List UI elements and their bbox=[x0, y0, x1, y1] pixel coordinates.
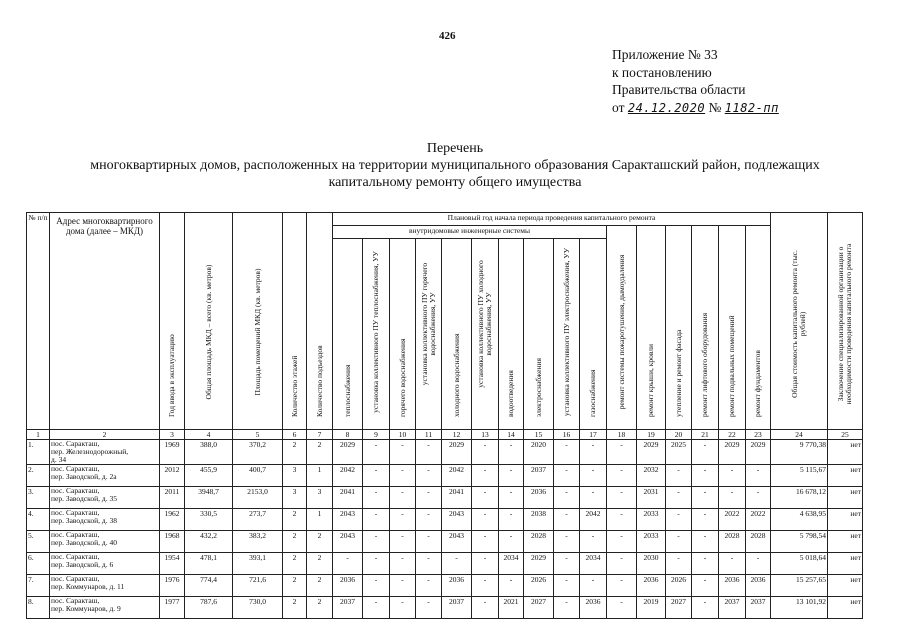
row-cell: - bbox=[580, 487, 607, 509]
row-address bbox=[50, 509, 160, 531]
row-cell: - bbox=[692, 597, 719, 619]
row-cell: 2 bbox=[307, 531, 333, 553]
row-cell: нет bbox=[828, 531, 863, 553]
row-address bbox=[50, 553, 160, 575]
row-cell: - bbox=[363, 465, 390, 487]
header-facade: утепление и ремонт фасада bbox=[666, 226, 692, 430]
header-sub-1: теплоснабжения bbox=[333, 239, 363, 430]
row-cell: 1954 bbox=[160, 553, 185, 575]
row-cell: 2 bbox=[307, 575, 333, 597]
row-cell: - bbox=[363, 575, 390, 597]
col-number: 3 bbox=[160, 430, 185, 440]
row-cell: 393,1 bbox=[233, 553, 283, 575]
row-cell: 2037 bbox=[746, 597, 771, 619]
row-cell: 2031 bbox=[637, 487, 666, 509]
row-cell: - bbox=[472, 597, 499, 619]
row-number: 7. bbox=[27, 575, 50, 597]
row-cell: - bbox=[363, 440, 390, 465]
row-cell: 4 638,95 bbox=[771, 509, 828, 531]
header-entrances: Количество подъездов bbox=[307, 213, 333, 430]
row-cell: 2 bbox=[283, 553, 307, 575]
row-cell: 330,5 bbox=[185, 509, 233, 531]
row-cell: 2036 bbox=[442, 575, 472, 597]
row-number: 3. bbox=[27, 487, 50, 509]
col-number: 17 bbox=[580, 430, 607, 440]
table-row bbox=[27, 465, 863, 487]
header-cost: Общая стоимость капитального ремонта (тыс. рублей) bbox=[771, 213, 828, 430]
col-number: 14 bbox=[499, 430, 524, 440]
row-cell: - bbox=[607, 487, 637, 509]
table-row bbox=[27, 487, 863, 509]
row-cell: - bbox=[363, 553, 390, 575]
table-body bbox=[27, 440, 863, 619]
row-cell: - bbox=[363, 597, 390, 619]
page-number: 426 bbox=[439, 30, 456, 42]
col-number: 22 bbox=[719, 430, 746, 440]
row-cell: - bbox=[363, 509, 390, 531]
row-cell: 2 bbox=[307, 597, 333, 619]
row-cell: - bbox=[746, 487, 771, 509]
appendix-block bbox=[612, 46, 779, 117]
row-cell: 2012 bbox=[160, 465, 185, 487]
row-cell: - bbox=[719, 487, 746, 509]
row-cell: 370,2 bbox=[233, 440, 283, 465]
row-address bbox=[50, 575, 160, 597]
row-cell: - bbox=[580, 465, 607, 487]
title-line-3: капитальному ремонту общего имущества bbox=[328, 175, 582, 190]
row-cell: 455,9 bbox=[185, 465, 233, 487]
row-cell: - bbox=[554, 465, 580, 487]
table-row bbox=[27, 531, 863, 553]
row-cell: 2029 bbox=[442, 440, 472, 465]
row-cell: - bbox=[499, 440, 524, 465]
row-cell: 2028 bbox=[746, 531, 771, 553]
address-line: пер. Коммунаров, д. 9 bbox=[51, 604, 121, 613]
header-roof: ремонт крыши, кровли bbox=[637, 226, 666, 430]
row-cell: - bbox=[580, 531, 607, 553]
row-cell: 13 101,92 bbox=[771, 597, 828, 619]
row-address bbox=[50, 487, 160, 509]
row-cell: 2026 bbox=[524, 575, 554, 597]
row-cell: 5 115,67 bbox=[771, 465, 828, 487]
row-number: 5. bbox=[27, 531, 50, 553]
row-cell: - bbox=[719, 553, 746, 575]
title-line-1: Перечень bbox=[426, 141, 484, 156]
row-cell: - bbox=[554, 553, 580, 575]
row-cell: 2033 bbox=[637, 509, 666, 531]
row-cell: нет bbox=[828, 553, 863, 575]
row-cell: 2029 bbox=[524, 553, 554, 575]
row-cell: - bbox=[554, 575, 580, 597]
row-cell: 2041 bbox=[442, 487, 472, 509]
row-cell: 2036 bbox=[524, 487, 554, 509]
row-cell: 2038 bbox=[524, 509, 554, 531]
row-cell: 15 257,65 bbox=[771, 575, 828, 597]
appendix-line-4 bbox=[612, 99, 779, 118]
row-cell: нет bbox=[828, 597, 863, 619]
row-cell: 2 bbox=[283, 531, 307, 553]
row-cell: - bbox=[554, 440, 580, 465]
row-cell: - bbox=[692, 575, 719, 597]
row-cell: - bbox=[692, 440, 719, 465]
row-cell: 2037 bbox=[524, 465, 554, 487]
address-line: д. 34 bbox=[51, 455, 67, 464]
row-cell: - bbox=[472, 440, 499, 465]
row-cell: 1969 bbox=[160, 440, 185, 465]
row-cell: 2036 bbox=[333, 575, 363, 597]
row-cell: 3 bbox=[283, 487, 307, 509]
appendix-line-3: Правительства области bbox=[612, 82, 746, 97]
row-cell: 478,1 bbox=[185, 553, 233, 575]
header-sub-6: установка коллективного ПУ холодного водоснабжения, УУ bbox=[472, 239, 499, 430]
row-cell: нет bbox=[828, 575, 863, 597]
row-address bbox=[50, 597, 160, 619]
row-cell: нет bbox=[828, 440, 863, 465]
appendix-line-1: Приложение № 33 bbox=[612, 47, 718, 62]
header-elevator: ремонт лифтового оборудования bbox=[692, 226, 719, 430]
row-cell: 2 bbox=[307, 553, 333, 575]
row-cell: 2036 bbox=[580, 597, 607, 619]
row-cell: - bbox=[472, 487, 499, 509]
row-cell: 2029 bbox=[333, 440, 363, 465]
row-cell: - bbox=[499, 531, 524, 553]
row-cell: 1962 bbox=[160, 509, 185, 531]
row-cell: - bbox=[472, 465, 499, 487]
row-cell: 2011 bbox=[160, 487, 185, 509]
register-table bbox=[26, 212, 863, 619]
col-number: 11 bbox=[416, 430, 442, 440]
row-cell: - bbox=[390, 440, 416, 465]
row-cell: 400,7 bbox=[233, 465, 283, 487]
row-cell: 2037 bbox=[442, 597, 472, 619]
row-cell: - bbox=[390, 487, 416, 509]
row-cell: 3 bbox=[307, 487, 333, 509]
row-cell: 5 018,64 bbox=[771, 553, 828, 575]
header-planned-year: Плановый год начала периода проведения капитального ремонта bbox=[333, 213, 771, 226]
row-cell: - bbox=[746, 553, 771, 575]
col-number: 16 bbox=[554, 430, 580, 440]
row-cell: - bbox=[607, 531, 637, 553]
header-conclusion: Заключение специализированной организации о необходимости проведения капитального ремонта bbox=[828, 213, 863, 430]
row-cell: - bbox=[692, 553, 719, 575]
row-cell: - bbox=[499, 487, 524, 509]
header-sub-8: электроснабжения bbox=[524, 239, 554, 430]
row-cell: - bbox=[416, 553, 442, 575]
row-cell: 2 bbox=[307, 440, 333, 465]
row-cell: - bbox=[692, 487, 719, 509]
address-line: пер. Коммунаров, д. 11 bbox=[51, 582, 125, 591]
header-sub-4: установка коллективного ПУ горячего водоснабжения, УУ bbox=[416, 239, 442, 430]
row-cell: нет bbox=[828, 465, 863, 487]
row-cell: 2028 bbox=[719, 531, 746, 553]
col-number: 15 bbox=[524, 430, 554, 440]
address-line: пер. Заводской, д. 6 bbox=[51, 560, 114, 569]
row-cell: - bbox=[416, 487, 442, 509]
row-cell: 2043 bbox=[333, 531, 363, 553]
row-cell: 3 bbox=[283, 465, 307, 487]
row-cell: 9 770,38 bbox=[771, 440, 828, 465]
row-cell: - bbox=[416, 440, 442, 465]
col-number: 4 bbox=[185, 430, 233, 440]
address-line: пос. Саракташ, bbox=[51, 552, 100, 561]
col-number: 7 bbox=[307, 430, 333, 440]
row-cell: 1968 bbox=[160, 531, 185, 553]
row-address bbox=[50, 531, 160, 553]
row-cell: 774,4 bbox=[185, 575, 233, 597]
col-number: 23 bbox=[746, 430, 771, 440]
row-cell: - bbox=[554, 531, 580, 553]
row-cell: - bbox=[607, 553, 637, 575]
row-cell: 2043 bbox=[333, 509, 363, 531]
row-cell: - bbox=[390, 597, 416, 619]
row-cell: - bbox=[666, 509, 692, 531]
row-cell: - bbox=[416, 509, 442, 531]
header-sub-3: горячего водоснабжения bbox=[390, 239, 416, 430]
row-cell: - bbox=[607, 465, 637, 487]
header-year: Год ввода в эксплуатацию bbox=[160, 213, 185, 430]
col-number: 18 bbox=[607, 430, 637, 440]
row-cell: - bbox=[499, 509, 524, 531]
address-line: пос. Саракташ, bbox=[51, 464, 100, 473]
row-cell: 2 bbox=[283, 575, 307, 597]
row-cell: - bbox=[472, 509, 499, 531]
row-cell: - bbox=[607, 575, 637, 597]
handwritten-date: 24.12.2020 bbox=[627, 100, 706, 115]
header-engineering: внутридомовые инженерные системы bbox=[333, 226, 607, 239]
col-number: 20 bbox=[666, 430, 692, 440]
header-sub-10: газоснабжения bbox=[580, 239, 607, 430]
table-row bbox=[27, 575, 863, 597]
row-cell: - bbox=[554, 487, 580, 509]
row-cell: 1976 bbox=[160, 575, 185, 597]
row-cell: - bbox=[666, 487, 692, 509]
row-cell: 2036 bbox=[637, 575, 666, 597]
row-cell: 5 798,54 bbox=[771, 531, 828, 553]
row-cell: - bbox=[719, 465, 746, 487]
row-cell: - bbox=[390, 531, 416, 553]
row-cell: 2041 bbox=[333, 487, 363, 509]
row-number: 1. bbox=[27, 440, 50, 465]
row-cell: 2153,0 bbox=[233, 487, 283, 509]
handwritten-number: 1182-пп bbox=[724, 100, 779, 115]
row-cell: 1 bbox=[307, 465, 333, 487]
row-cell: - bbox=[333, 553, 363, 575]
row-cell: 2029 bbox=[746, 440, 771, 465]
col-number: 8 bbox=[333, 430, 363, 440]
row-cell: 2021 bbox=[499, 597, 524, 619]
row-cell: - bbox=[390, 465, 416, 487]
row-cell: 432,2 bbox=[185, 531, 233, 553]
address-line: пер. Заводской, д. 2а bbox=[51, 472, 117, 481]
row-cell: 3948,7 bbox=[185, 487, 233, 509]
row-cell: - bbox=[666, 553, 692, 575]
header-sub-7: водоотведения bbox=[499, 239, 524, 430]
col-number: 25 bbox=[828, 430, 863, 440]
col-number: 21 bbox=[692, 430, 719, 440]
row-cell: 2027 bbox=[666, 597, 692, 619]
header-address: Адрес многоквартирного дома (далее – МКД) bbox=[50, 213, 160, 430]
row-address bbox=[50, 440, 160, 465]
row-cell: нет bbox=[828, 487, 863, 509]
row-cell: 2034 bbox=[499, 553, 524, 575]
row-cell: - bbox=[416, 597, 442, 619]
row-cell: 2037 bbox=[333, 597, 363, 619]
row-cell: 2032 bbox=[637, 465, 666, 487]
row-cell: 2042 bbox=[442, 465, 472, 487]
col-number: 5 bbox=[233, 430, 283, 440]
row-cell: - bbox=[363, 487, 390, 509]
row-cell: 2028 bbox=[524, 531, 554, 553]
row-cell: - bbox=[472, 531, 499, 553]
header-basement: ремонт подвальных помещений bbox=[719, 226, 746, 430]
header-fire: ремонт системы пожаротушения, дымоудаления bbox=[607, 226, 637, 430]
address-line: пос. Саракташ, bbox=[51, 574, 100, 583]
row-cell: 2 bbox=[283, 509, 307, 531]
header-sub-5: холодного водоснабжения bbox=[442, 239, 472, 430]
col-number: 13 bbox=[472, 430, 499, 440]
col-number: 12 bbox=[442, 430, 472, 440]
title-line-2: многоквартирных домов, расположенных на территории муниципального образования Саракташский район, подлежащих bbox=[90, 158, 820, 173]
row-cell: 2019 bbox=[637, 597, 666, 619]
row-cell: - bbox=[472, 553, 499, 575]
row-address bbox=[50, 465, 160, 487]
row-cell: - bbox=[554, 509, 580, 531]
col-number: 19 bbox=[637, 430, 666, 440]
document-title bbox=[20, 140, 890, 191]
row-cell: 2022 bbox=[719, 509, 746, 531]
row-cell: 2022 bbox=[746, 509, 771, 531]
row-number: 8. bbox=[27, 597, 50, 619]
row-cell: 2037 bbox=[719, 597, 746, 619]
row-cell: 2020 bbox=[524, 440, 554, 465]
row-cell: 730,0 bbox=[233, 597, 283, 619]
table-row bbox=[27, 553, 863, 575]
row-cell: - bbox=[580, 440, 607, 465]
header-sub-9: установка коллективного ПУ электроснабжения, УУ bbox=[554, 239, 580, 430]
row-cell: - bbox=[666, 531, 692, 553]
row-cell: - bbox=[499, 465, 524, 487]
row-number: 2. bbox=[27, 465, 50, 487]
row-cell: 2042 bbox=[333, 465, 363, 487]
row-cell: 2026 bbox=[666, 575, 692, 597]
row-cell: 721,6 bbox=[233, 575, 283, 597]
row-cell: - bbox=[390, 553, 416, 575]
table-row bbox=[27, 597, 863, 619]
row-cell: 2034 bbox=[580, 553, 607, 575]
appendix-line-2: к постановлению bbox=[612, 64, 712, 80]
col-number: 1 bbox=[27, 430, 50, 440]
row-cell: - bbox=[363, 531, 390, 553]
row-cell: 2 bbox=[283, 440, 307, 465]
header-total-area: Общая площадь МКД – всего (кв. метров) bbox=[185, 213, 233, 430]
col-number: 6 bbox=[283, 430, 307, 440]
row-cell: - bbox=[692, 531, 719, 553]
row-cell: - bbox=[390, 509, 416, 531]
header-num: № п/п bbox=[27, 213, 50, 430]
address-line: пер. Заводской, д. 38 bbox=[51, 516, 117, 525]
row-cell: - bbox=[442, 553, 472, 575]
row-cell: - bbox=[416, 465, 442, 487]
col-number: 24 bbox=[771, 430, 828, 440]
col-number: 9 bbox=[363, 430, 390, 440]
header-premises-area: Площадь помещений МКД (кв. метров) bbox=[233, 213, 283, 430]
row-cell: - bbox=[607, 509, 637, 531]
row-cell: - bbox=[580, 575, 607, 597]
row-cell: 2029 bbox=[637, 440, 666, 465]
row-cell: 787,6 bbox=[185, 597, 233, 619]
column-number-row bbox=[27, 430, 863, 440]
row-cell: 2027 bbox=[524, 597, 554, 619]
row-cell: 2 bbox=[283, 597, 307, 619]
col-number: 10 bbox=[390, 430, 416, 440]
row-cell: 2029 bbox=[719, 440, 746, 465]
row-cell: 2043 bbox=[442, 509, 472, 531]
row-cell: 273,7 bbox=[233, 509, 283, 531]
header-foundation: ремонт фундаментов bbox=[746, 226, 771, 430]
row-cell: 388,0 bbox=[185, 440, 233, 465]
row-cell: 1 bbox=[307, 509, 333, 531]
row-cell: - bbox=[746, 465, 771, 487]
address-line: пер. Заводской, д. 35 bbox=[51, 494, 117, 503]
address-line: пер. Железнодорожный, bbox=[51, 447, 129, 456]
row-cell: 2042 bbox=[580, 509, 607, 531]
row-cell: 383,2 bbox=[233, 531, 283, 553]
address-line: пос. Саракташ, bbox=[51, 508, 100, 517]
address-line: пос. Саракташ, bbox=[51, 439, 100, 448]
row-cell: - bbox=[607, 440, 637, 465]
header-sub-2: установка коллективного ПУ теплоснабжения, УУ bbox=[363, 239, 390, 430]
appendix-from: от bbox=[612, 99, 625, 115]
row-cell: - bbox=[607, 597, 637, 619]
row-cell: 2043 bbox=[442, 531, 472, 553]
table-row bbox=[27, 509, 863, 531]
number-sign: № bbox=[708, 99, 722, 115]
row-cell: 2036 bbox=[719, 575, 746, 597]
row-cell: 1977 bbox=[160, 597, 185, 619]
table-row bbox=[27, 440, 863, 465]
row-cell: 2036 bbox=[746, 575, 771, 597]
row-cell: - bbox=[666, 465, 692, 487]
row-cell: - bbox=[692, 465, 719, 487]
address-line: пер. Заводской, д. 40 bbox=[51, 538, 117, 547]
row-cell: - bbox=[554, 597, 580, 619]
address-line: пос. Саракташ, bbox=[51, 530, 100, 539]
row-number: 6. bbox=[27, 553, 50, 575]
row-cell: - bbox=[416, 575, 442, 597]
row-cell: 2033 bbox=[637, 531, 666, 553]
row-cell: 2030 bbox=[637, 553, 666, 575]
col-number: 2 bbox=[50, 430, 160, 440]
row-cell: - bbox=[472, 575, 499, 597]
row-cell: - bbox=[692, 509, 719, 531]
header-floors: Количество этажей bbox=[283, 213, 307, 430]
row-cell: 2025 bbox=[666, 440, 692, 465]
row-cell: нет bbox=[828, 509, 863, 531]
row-cell: - bbox=[499, 575, 524, 597]
row-cell: - bbox=[416, 531, 442, 553]
row-cell: 16 678,12 bbox=[771, 487, 828, 509]
row-cell: - bbox=[390, 575, 416, 597]
address-line: пос. Саракташ, bbox=[51, 486, 100, 495]
row-number: 4. bbox=[27, 509, 50, 531]
address-line: пос. Саракташ, bbox=[51, 596, 100, 605]
